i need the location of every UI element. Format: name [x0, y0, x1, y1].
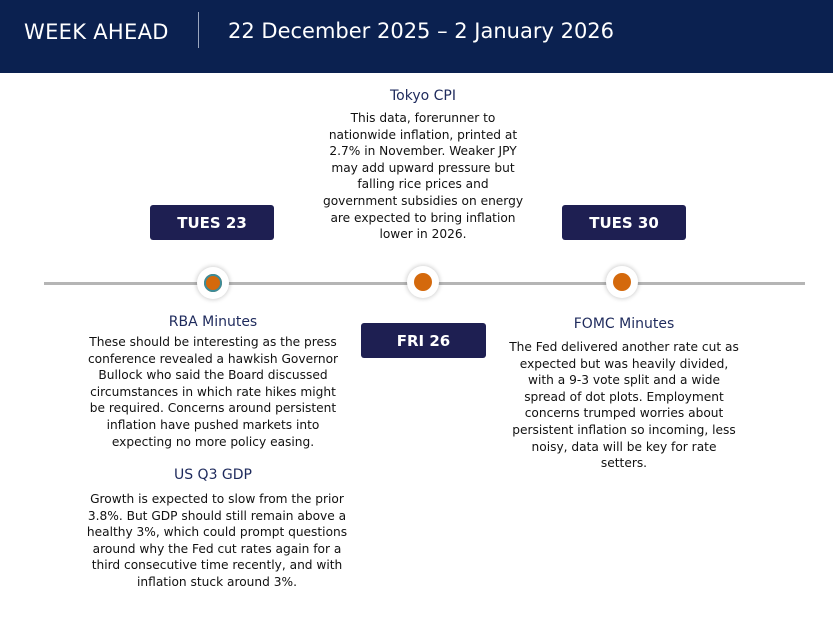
timeline-marker-tues-23 — [197, 267, 229, 299]
date-range: 22 December 2025 – 2 January 2026 — [228, 19, 615, 43]
event-body-fomc-minutes: The Fed delivered another rate cut as expected but was heavily divided, with a 9-3 vote split and a wide spread of dot plots. Employment concerns trumped worries about persistent inflation so incoming, less noisy, data will be key for rate setters. — [509, 340, 739, 471]
page-title: WEEK AHEAD — [24, 20, 169, 44]
event-title-us-q3-gdp: US Q3 GDP — [173, 467, 253, 483]
header-divider — [198, 12, 199, 48]
event-title-fomc-minutes: FOMC Minutes — [573, 316, 675, 332]
date-pill-fri-26: FRI 26 — [361, 323, 486, 358]
timeline-marker-tues-30 — [606, 266, 638, 298]
header-bar — [0, 0, 833, 73]
date-pill-tues-30: TUES 30 — [562, 205, 686, 240]
event-title-tokyo-cpi: Tokyo CPI — [390, 88, 456, 104]
event-body-rba-minutes: These should be interesting as the press conference revealed a hawkish Governor Bullock who said the Board discussed circumstances in which rate hikes might be required. Concerns around persistent inflation have pushed markets into expecting no more policy easing. — [87, 335, 339, 449]
date-pill-tues-23: TUES 23 — [150, 205, 274, 240]
timeline-marker-fri-26 — [407, 266, 439, 298]
event-body-tokyo-cpi: This data, forerunner to nationwide inflation, printed at 2.7% in November. Weaker JPY may add upward pressure but falling rice prices and government subsidies on energy are expected to bring inflation lower in 2026. — [322, 111, 524, 242]
event-title-rba-minutes: RBA Minutes — [168, 314, 258, 330]
event-body-us-q3-gdp: Growth is expected to slow from the prior 3.8%. But GDP should still remain above a healthy 3%, which could prompt questions around why the Fed cut rates again for a third consecutive time recently, and with inflation stuck around 3%. — [86, 492, 348, 589]
